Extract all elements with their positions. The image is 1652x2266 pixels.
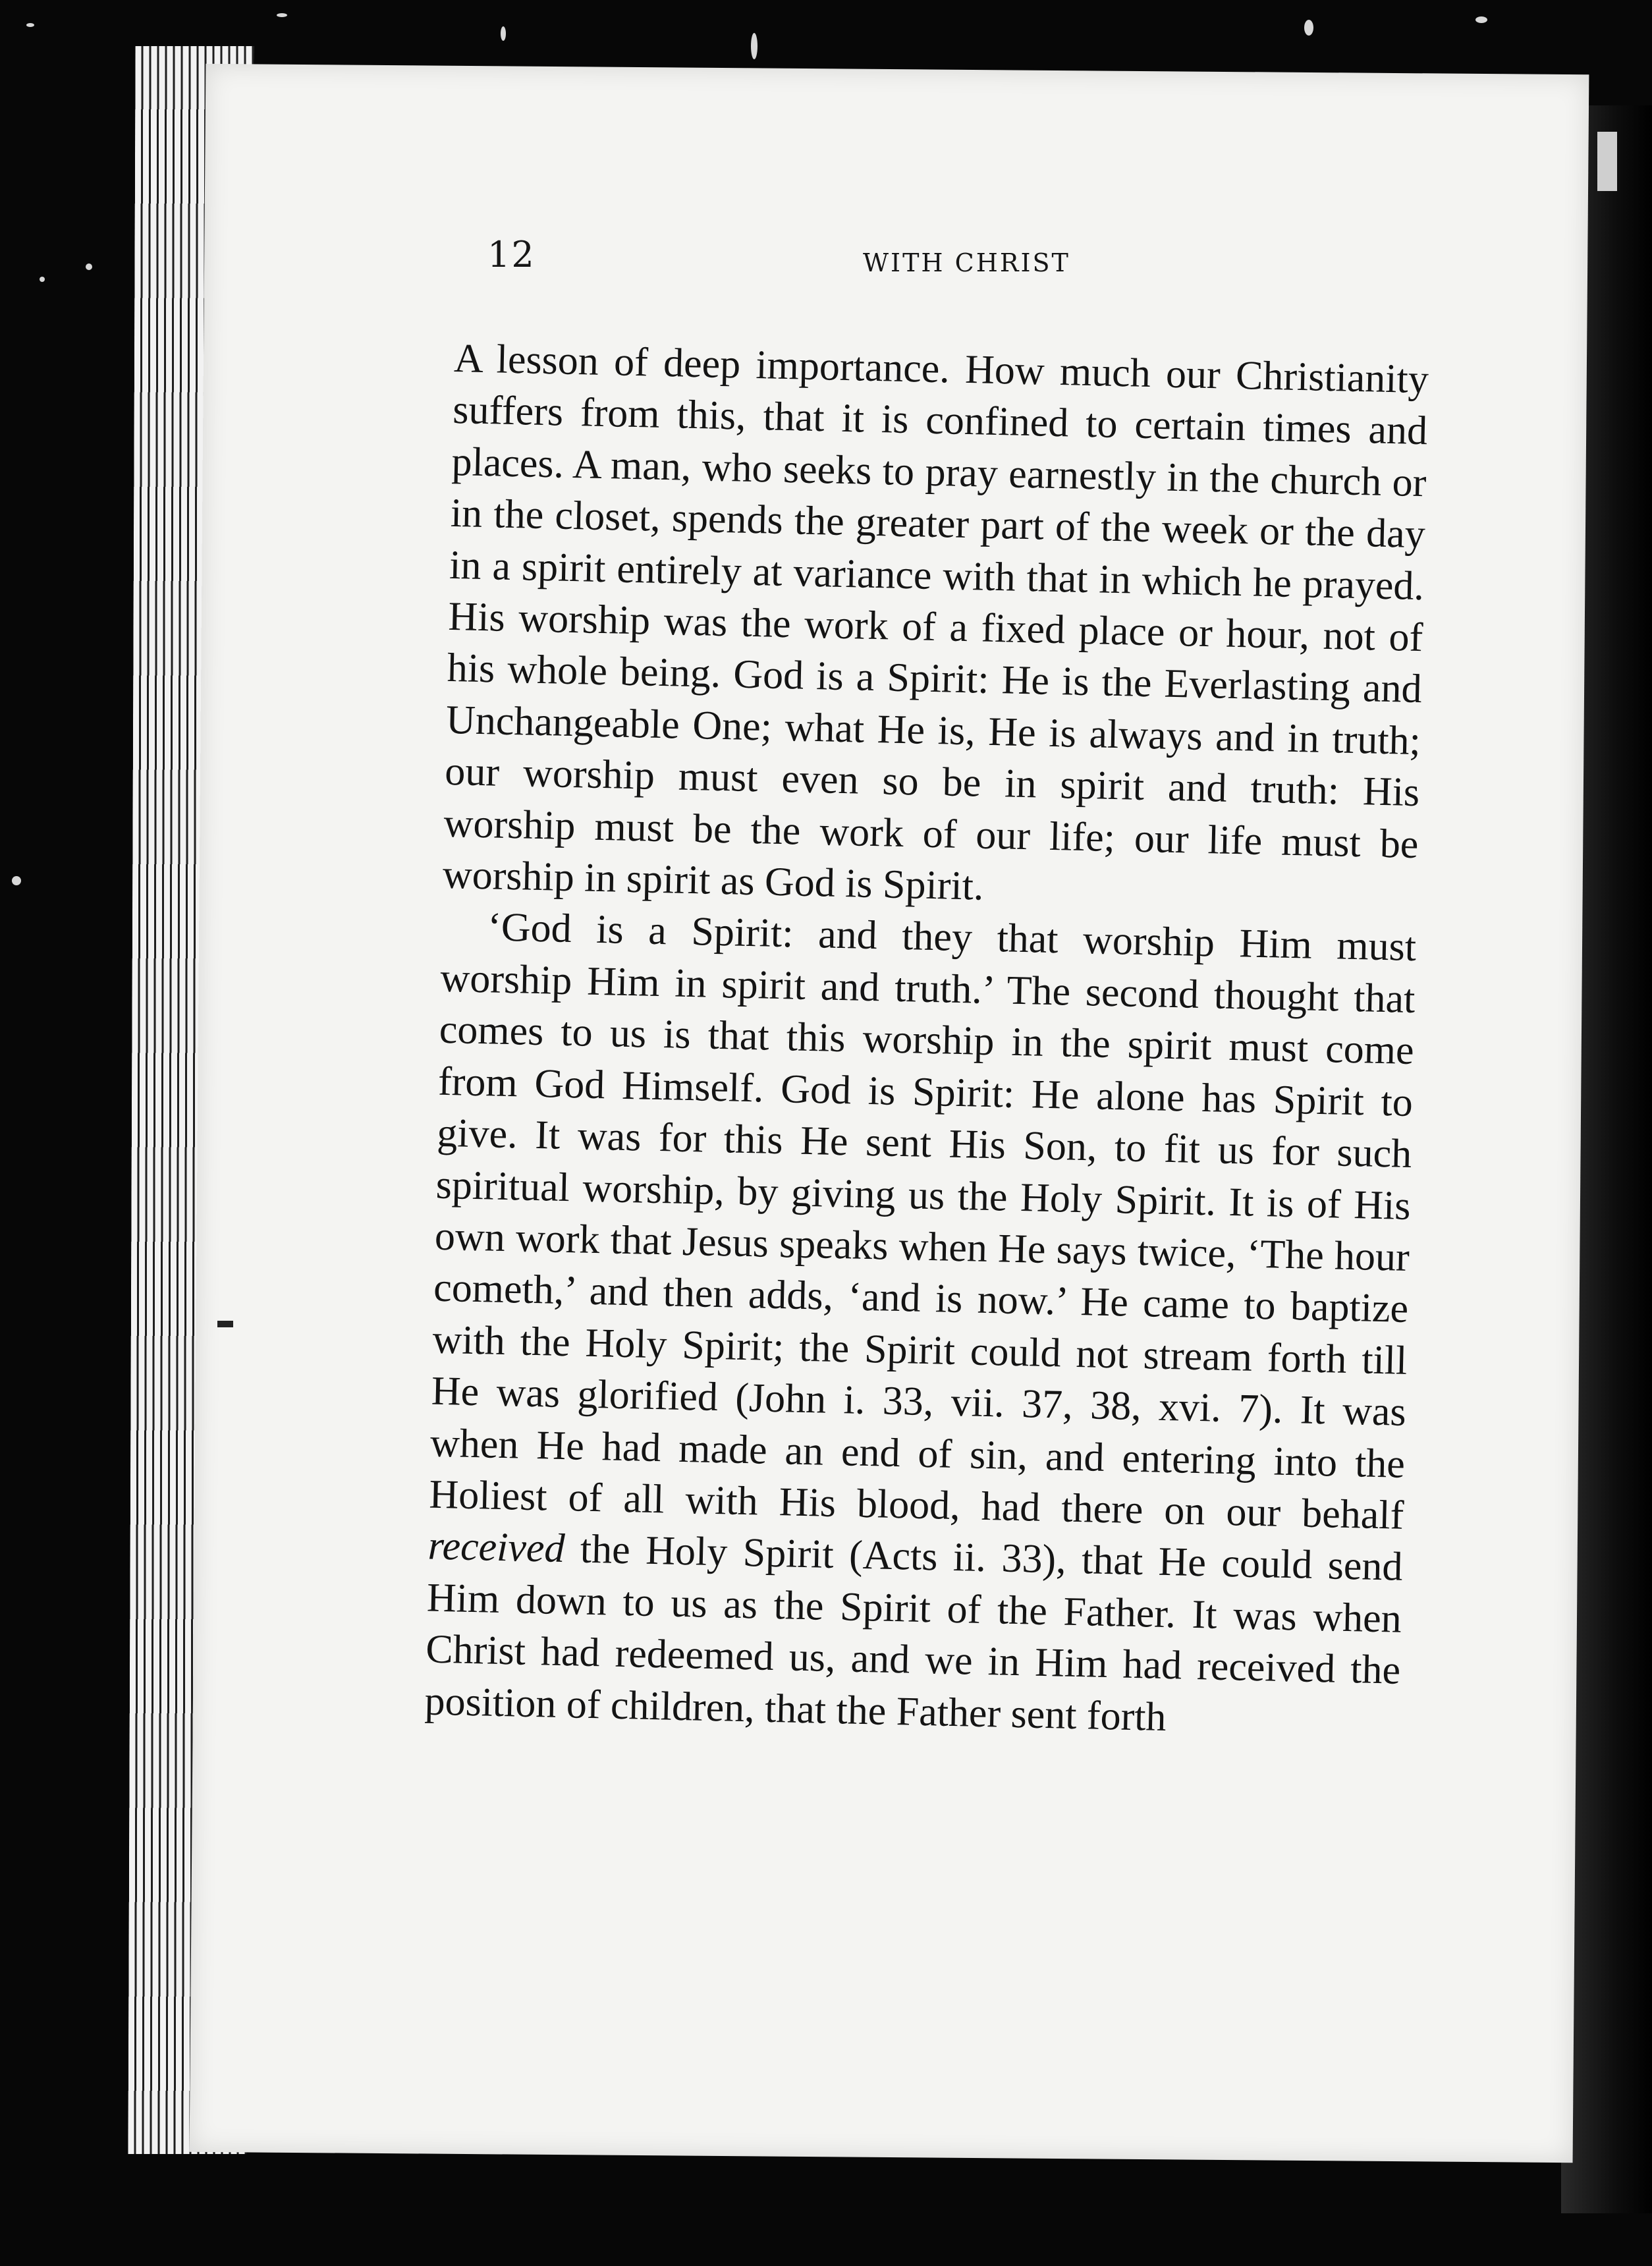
dust-speck	[1475, 16, 1487, 23]
dust-speck	[40, 277, 45, 282]
dust-speck	[26, 23, 34, 27]
dust-speck	[501, 26, 506, 41]
paragraph	[424, 900, 1417, 1748]
facing-page-edge	[1597, 132, 1617, 191]
paragraph-text: the Holy Spirit (Acts ii. 33), that He could send Him down to us as the Spirit of the Father. It was when Christ had redeemed us, and we in Him had received the position of children, that the Father sent forth	[424, 1526, 1404, 1740]
running-head	[283, 234, 1436, 287]
dust-speck	[751, 33, 757, 59]
dust-speck	[277, 13, 287, 17]
margin-mark	[217, 1321, 233, 1327]
body-text	[424, 333, 1429, 1748]
page-number: 12	[487, 234, 536, 275]
dust-speck	[86, 263, 92, 270]
running-title: WITH CHRIST	[863, 248, 1070, 277]
dust-speck	[12, 876, 21, 885]
italic-word: received	[427, 1523, 566, 1572]
dust-speck	[1304, 20, 1313, 36]
paragraph-text: ‘God is a Spirit: and they that worship Him must worship Him in spirit and truth.’ The second thought that comes to us is that this worship in the spirit must come from God Himself. God is Spirit: He alone has Spirit to give. It was for this He sent His Son, to fit us for such spiritual worship, by giving us the Holy Spirit. It is of His own work that Jesus speaks when He says twice, ‘The hour cometh,’ and then adds, ‘and is now.’ He came to baptize with the Holy Spirit; the Spirit could not stream forth till He was glorified (John i. 33, vii. 37, 38, xvi. 7). It was when He had made an end of sin, and entering into the Holiest of all with His blood, had there on our behalf	[428, 904, 1417, 1538]
paragraph: A lesson of deep importance. How much our Christianity suffers from this, that it is confined to certain times and places. A man, who seeks to pray earnestly in the church or in the closet, spends the greater part of the week or the day in a spirit entirely at variance with that in which he prayed. His worship was the work of a fixed place or hour, not of his whole being. God is a Spirit: He is the Everlasting and Unchangeable One; what He is, He is always and in truth; our worship must even so be in spirit and truth: His worship must be the work of our life; our life must be worship in spirit as God is Spirit.	[442, 335, 1429, 909]
